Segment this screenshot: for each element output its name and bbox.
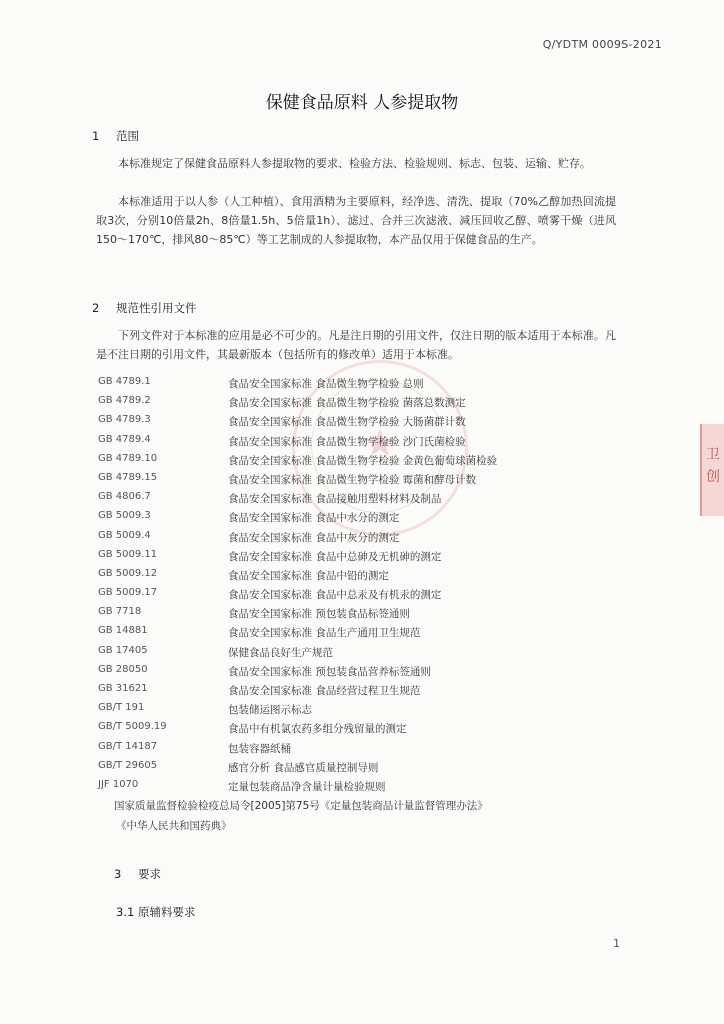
reference-row [98,760,618,779]
reference-row [98,587,618,606]
reference-title: 食品安全国家标准 食品中水分的测定 [228,512,400,525]
reference-code: GB 4789.10 [98,452,158,464]
reference-title: 食品安全国家标准 食品中总汞及有机汞的测定 [228,589,442,602]
reference-title: 食品中有机氯农药多组分残留量的测定 [228,723,407,736]
section-number: 2 [92,301,100,315]
document-title: 保健食品原料 人参提取物 [265,93,459,113]
edge-seal-stamp [700,424,724,516]
page-number: 1 [613,937,620,950]
reference-row [98,395,618,414]
scope-paragraph-1: 本标准规定了保健食品原料人参提取物的要求、检验方法、检验规则、标志、包装、运输、贮存。 [118,157,591,170]
reference-row [98,606,618,625]
reference-title: 食品安全国家标准 食品中铅的测定 [228,569,389,582]
reference-code: GB 14881 [98,625,148,637]
reference-code: JJF 1070 [98,778,139,790]
reference-code: GB 7718 [98,606,142,618]
reference-row [98,702,618,721]
edge-seal-glyphs: 卫 创 [706,447,720,485]
reference-title: 食品安全国家标准 食品微生物学检验 菌落总数测定 [228,397,466,410]
reference-row [98,549,618,568]
reference-row [98,741,618,760]
reference-code: GB/T 191 [98,702,145,714]
reference-code: GB 4789.15 [98,471,158,483]
reference-code: GB 4789.2 [98,395,151,407]
reference-row [98,510,618,529]
reference-title: 食品安全国家标准 食品中总砷及无机砷的测定 [228,550,442,563]
reference-title: 包装容器纸桶 [228,742,291,755]
reference-row [98,779,618,798]
reference-code: GB 5009.12 [98,567,158,579]
section-number: 1 [92,129,100,143]
reference-row [98,625,618,644]
reference-code: GB/T 14187 [98,740,158,752]
reference-title: 食品安全国家标准 食品生产通用卫生规范 [228,627,421,640]
pharmacopoeia-note: 《中华人民共和国药典》 [116,820,232,832]
reference-title: 食品安全国家标准 食品微生物学检验 霉菌和酵母计数 [228,473,477,486]
reference-code: GB 5009.3 [98,510,151,522]
reference-code: GB 4789.3 [98,414,151,426]
scope-paragraph-2: 本标准适用于以人参（人工种植）、食用酒精为主要原料，经净选、清洗、提取（70%乙醇加热回流提取3次，分别10倍量2h、8倍量1.5h、5倍量1h）、滤过、合并三次滤液、减压回收乙醇、喷雾干燥（进风150～170℃，排风80～85℃）等工艺制成的人参提取物，本产品仅用于保健食品的生产。 [96,195,616,246]
reference-code: GB 5009.11 [98,548,158,560]
reference-title: 定量包装商品净含量计量检验规则 [228,780,386,793]
section-title: 原辅料要求 [137,905,196,919]
reference-code: GB 28050 [98,663,148,675]
section-3-heading [114,866,161,882]
section-number: 3.1 [116,905,135,919]
section-number: 3 [114,867,122,881]
references-intro: 下列文件对于本标准的应用是必不可少的。凡是注日期的引用文件，仅注日期的版本适用于本标准。凡是不注日期的引用文件，其最新版本（包括所有的修改单）适用于本标准。 [96,329,616,361]
reference-title: 食品安全国家标准 预包装食品营养标签通则 [228,665,431,678]
section-1-heading [92,128,139,144]
reference-title: 食品安全国家标准 食品接触用塑料材料及制品 [228,493,442,506]
reference-list [98,376,618,798]
reference-title: 包装储运图示标志 [228,704,312,717]
standard-code: Q/YDTM 0009S-2021 [542,38,662,51]
reference-row [98,683,618,702]
reference-row [98,721,618,740]
reference-row [98,568,618,587]
reference-row [98,414,618,433]
section-3-1-heading [116,904,195,920]
reference-row [98,453,618,472]
reference-title: 保健食品良好生产规范 [228,646,333,659]
regulation-note: 国家质量监督检验检疫总局令[2005]第75号《定量包装商品计量监督管理办法》 [114,800,488,812]
reference-title: 食品安全国家标准 食品经营过程卫生规范 [228,685,421,697]
section-title: 范围 [116,129,139,143]
reference-row [98,376,618,395]
reference-code: GB 4789.4 [98,433,151,445]
seal-star-icon: ★ [362,421,398,465]
section-title: 规范性引用文件 [116,301,197,315]
reference-row [98,664,618,683]
section-title: 要求 [138,867,161,881]
reference-title: 食品安全国家标准 食品微生物学检验 金黄色葡萄球菌检验 [228,454,498,467]
reference-row [98,434,618,453]
reference-code: GB 17405 [98,644,148,656]
reference-code: GB 4806.7 [98,491,151,503]
reference-title: 食品安全国家标准 食品中灰分的测定 [228,531,400,544]
reference-title: 感官分析 食品感官质量控制导则 [228,761,379,774]
reference-row [98,472,618,491]
reference-title: 食品安全国家标准 食品微生物学检验 总则 [228,378,424,390]
reference-code: GB 4789.1 [98,376,151,387]
reference-code: GB/T 5009.19 [98,721,167,733]
reference-code: GB 31621 [98,683,148,694]
reference-code: GB 5009.17 [98,587,158,599]
reference-title: 食品安全国家标准 食品微生物学检验 大肠菌群计数 [228,416,466,429]
section-2-heading [92,300,197,316]
reference-code: GB/T 29605 [98,759,158,771]
reference-row [98,491,618,510]
reference-row [98,530,618,549]
reference-code: GB 5009.4 [98,529,151,541]
reference-title: 食品安全国家标准 预包装食品标签通则 [228,608,410,621]
reference-row [98,645,618,664]
reference-title: 食品安全国家标准 食品微生物学检验 沙门氏菌检验 [228,435,466,448]
